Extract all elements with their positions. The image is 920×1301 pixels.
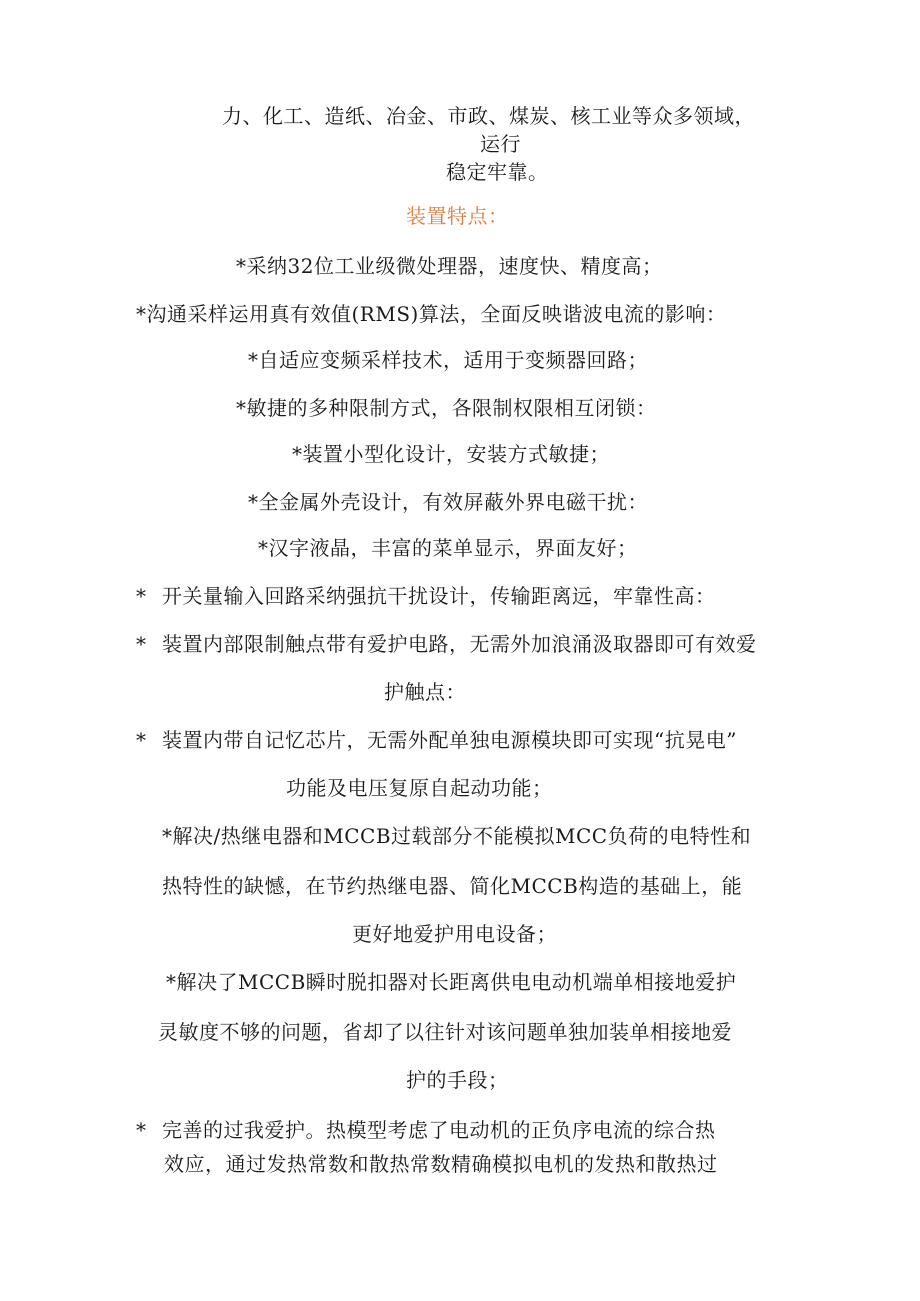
intro-line-1: 力、化工、造纸、冶金、市政、煤炭、核工业等众多领域， [222, 104, 755, 128]
feature-11: *解决/热继电器和MCCB过载部分不能模拟MCC负荷的电特性和 [162, 824, 752, 848]
feature-13-text: 完善的过我爱护。热模型考虑了电动机的正负序电流的综合热 [162, 1118, 716, 1142]
bullet-star: * [136, 584, 147, 608]
feature-6: *全金属外壳设计，有效屏蔽外界电磁干扰： [248, 490, 648, 514]
feature-13-cont: 效应，通过发热常数和散热常数精确模拟电机的发热和散热过 [164, 1152, 718, 1176]
bullet-star: * [136, 1118, 147, 1142]
feature-12-cont-2: 护的手段； [406, 1068, 509, 1092]
feature-9-text: 装置内部限制触点带有爱护电路，无需外加浪涌汲取器即可有效爱 [162, 632, 757, 656]
bullet-star: * [136, 728, 147, 752]
feature-11-cont-1: 热特性的缺憾，在节约热继电器、简化MCCB构造的基础上，能 [162, 874, 743, 898]
feature-13 [136, 1116, 716, 1144]
feature-3: *自适应变频采样技术，适用于变频器回路； [248, 348, 648, 372]
feature-5: *装置小型化设计，安装方式敏捷； [292, 442, 610, 466]
feature-9-cont: 护触点： [384, 680, 466, 704]
bullet-star: * [136, 632, 147, 656]
feature-12: *解决了MCCB瞬时脱扣器对长距离供电电动机端单相接地爱护 [166, 970, 737, 994]
feature-12-cont-1: 灵敏度不够的问题，省却了以往针对该问题单独加装单相接地爱 [158, 1020, 732, 1044]
intro-line-2: 运行 [480, 132, 521, 156]
feature-10 [136, 726, 737, 754]
feature-7: *汉字液晶，丰富的菜单显示，界面友好； [258, 536, 638, 560]
feature-8-text: 开关量输入回路采纳强抗干扰设计，传输距离远，牢靠性高： [162, 584, 716, 608]
feature-9 [136, 630, 757, 658]
feature-1: *采纳32位工业级微处理器，速度快、精度高； [236, 254, 663, 278]
feature-4: *敏捷的多种限制方式，各限制权限相互闭锁： [236, 396, 657, 420]
section-heading: 装置特点： [406, 204, 509, 228]
feature-8 [136, 582, 716, 610]
feature-10-cont: 功能及电压复原自起动功能； [286, 776, 553, 800]
feature-2: *沟通采样运用真有效值(RMS)算法，全面反映谐波电流的影响： [136, 302, 727, 326]
intro-line-3: 稳定牢靠。 [446, 160, 549, 184]
feature-11-cont-2: 更好地爱护用电设备； [352, 922, 557, 946]
feature-10-text: 装置内带自记忆芯片，无需外配单独电源模块即可实现“抗晃电” [162, 728, 737, 752]
